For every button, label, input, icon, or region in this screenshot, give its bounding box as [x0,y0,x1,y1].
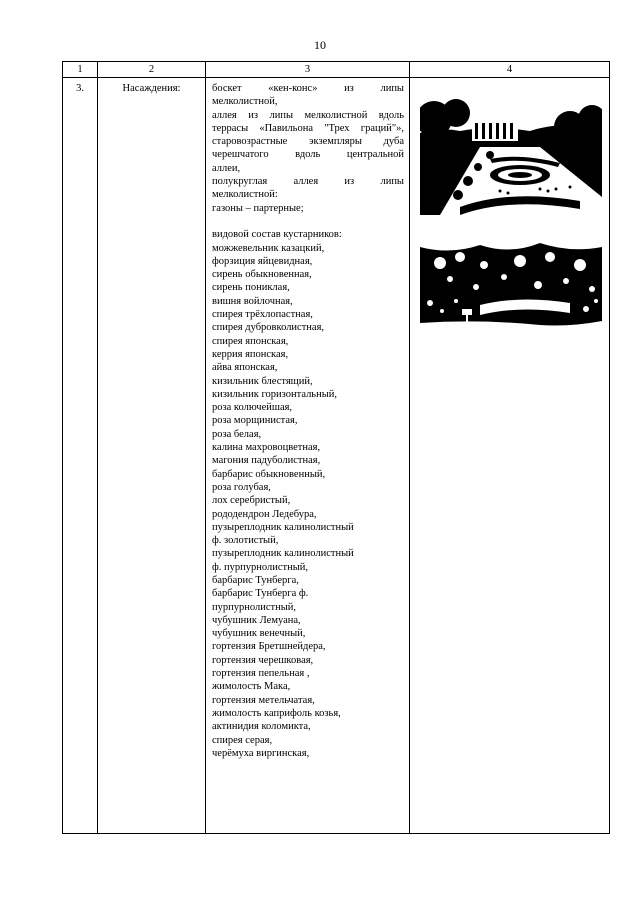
description-line: мелколистной, [212,96,278,108]
header-cell-3: 3 [206,62,410,78]
description-line: видовой состав кустарников: [212,229,342,241]
row-photos [410,78,610,834]
description-line: террасы «Павильона "Трех граций"», [212,122,404,134]
description-line: черёмуха виргинская, [212,747,310,759]
description-line: спирея трёхлопастная, [212,309,313,321]
description-line: аллеи, [212,162,241,174]
description-line: вишня войлочная, [212,295,293,307]
description-line: аллея из липы мелколистной вдоль [212,109,404,121]
description-line: гортензия Бретшнейдера, [212,641,326,653]
description-line: старовозрастные экземпляры дуба [212,136,404,148]
description-line: пузыреплодник калинолистный [212,548,354,560]
description-line: барбарис Тунберга ф. [212,588,309,600]
description-line: роза белая, [212,428,262,440]
description-line: ф. золотистый, [212,535,279,547]
description-line: гортензия метельчатая, [212,694,315,706]
garden-parterre-photo [420,97,602,215]
table-row [63,78,610,834]
row-description [206,78,410,834]
description-line: боскет «кен-конс» из липы [212,83,404,94]
description-line: керрия японская, [212,348,289,360]
header-cell-1: 1 [63,62,98,78]
description-line: кизильник блестящий, [212,375,313,387]
description-line: актинидия коломикта, [212,721,311,733]
shrubs-flowerbed-photo [420,233,602,333]
description-line: можжевельник казацкий, [212,242,325,254]
description-line: калина махровоцветная, [212,442,321,454]
description-line: магония падуболистная, [212,455,321,467]
description-line: спирея японская, [212,335,289,347]
description-line: барбарис Тунберга, [212,574,299,586]
description-line: роза колючейшая, [212,402,293,414]
description-line: ф. пурпурнолистный, [212,561,309,573]
description-line: чубушник Лемуана, [212,614,301,626]
description-line: мелколистной: [212,189,278,201]
table-header-row [63,62,610,78]
document-table [62,61,610,834]
description-line: сирень пониклая, [212,282,290,294]
description-line: сирень обыкновенная, [212,269,312,281]
description-line: гортензия черешковая, [212,654,314,666]
description-line: газоны – партерные; [212,202,304,214]
description-line: пурпурнолистный, [212,601,296,613]
description-line: форзиция яйцевидная, [212,255,313,267]
header-cell-2: 2 [98,62,206,78]
description-line: чубушник венечный, [212,628,306,640]
description-line: жимолость каприфоль козья, [212,707,341,719]
description-line: черешчатого вдоль центральной [212,149,404,161]
description-line: айва японская, [212,362,278,374]
description-line: роза голубая, [212,481,271,493]
description-line: пузыреплодник калинолистный [212,521,354,533]
row-category: Насаждения: [98,78,206,834]
page-number: 10 [314,38,326,52]
description-line: спирея дубровколистная, [212,322,325,334]
description-line: кизильник горизонтальный, [212,388,338,400]
row-number: 3. [63,78,98,834]
description-line: спирея серая, [212,734,273,746]
description-line: гортензия пепельная , [212,668,310,680]
description-line: роза морщинистая, [212,415,298,427]
header-cell-4: 4 [410,62,610,78]
description-line: лох серебристый, [212,495,291,507]
blank-line [212,215,404,228]
description-line: рододендрон Ледебура, [212,508,317,520]
description-line: барбарис обыкновенный, [212,468,326,480]
description-line: жимолость Мака, [212,681,291,693]
description-line: полукруглая аллея из липы [212,176,404,188]
